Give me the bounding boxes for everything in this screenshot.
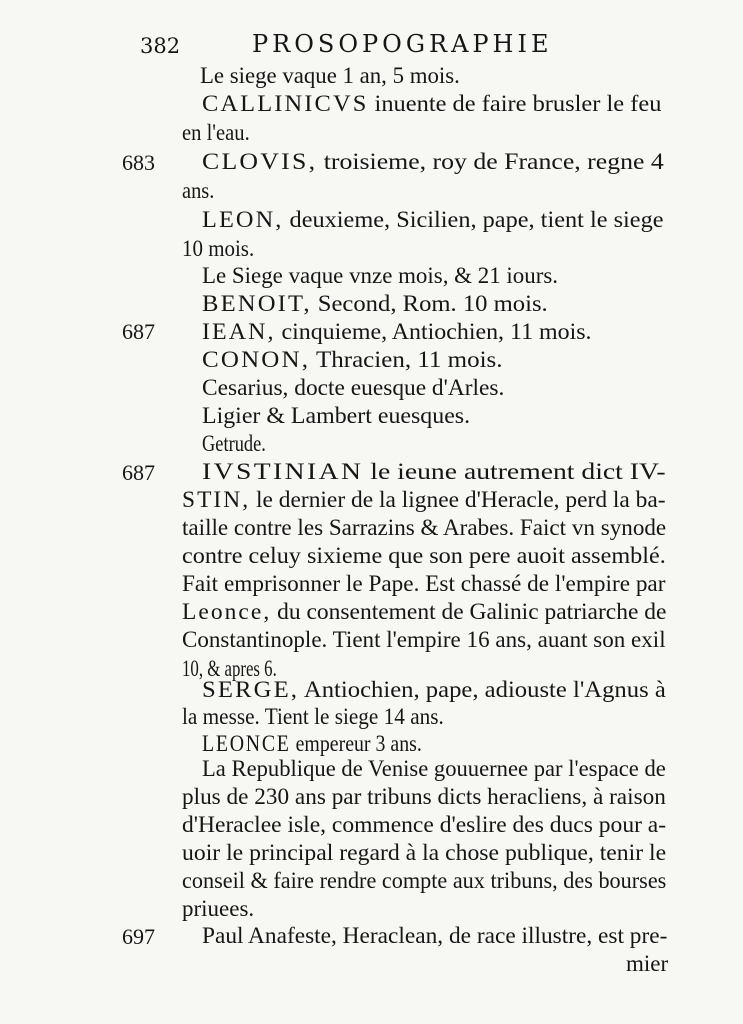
entry-text: troisieme, roy de France, regne 4 [317, 149, 664, 174]
text-line [202, 458, 666, 486]
text-line [182, 542, 666, 570]
entry-text: d'Heraclee isle, commence d'eslire des ducs pour a- [182, 812, 667, 837]
entry-name: Leonce, [182, 599, 272, 624]
entry-name: CLOVIS, [202, 149, 318, 174]
entry-text: Ligier & Lambert euesques. [202, 403, 471, 428]
entry-text: 10 mois. [182, 236, 255, 261]
margin-year: 687 [122, 319, 155, 344]
text-line [182, 783, 666, 811]
entry-text: du consentement de Galinic patriarche de [271, 599, 667, 624]
text-line [182, 895, 254, 923]
entry-text: Le Siege vaque vnze mois, & 21 iours. [202, 263, 558, 288]
margin-year: 683 [122, 150, 155, 175]
entry-text: mier [626, 951, 669, 976]
text-line [182, 839, 666, 867]
entry-text: deuxieme, Sicilien, pape, tient le siege [283, 207, 664, 232]
entry-text: plus de 230 ans par tribuns dicts heracliens, à raison [182, 784, 666, 809]
text-line [202, 755, 666, 783]
text-line [182, 811, 666, 839]
running-title: PROSOPOGRAPHIE [252, 30, 553, 58]
entry-text: Cesarius, docte euesque d'Arles. [202, 375, 505, 400]
text-line [182, 177, 214, 205]
entry-name: BENOIT, [202, 291, 312, 316]
page-number: 382 [140, 34, 181, 58]
entry-text: 10, & apres 6. [182, 656, 277, 681]
entry-text: empereur 3 ans. [290, 731, 422, 756]
text-line [200, 62, 460, 90]
entry-text: La Republique de Venise gouuernee par l'espace de [202, 756, 666, 781]
entry-text: contre celuy sixieme que son pere auoit assemblé. [182, 543, 666, 568]
text-line [202, 374, 504, 402]
text-line [182, 235, 254, 263]
page-header [140, 30, 700, 64]
entry-name: LEONCE [202, 731, 291, 756]
entry-text: Thracien, 11 mois. [310, 347, 503, 372]
text-line [202, 922, 667, 950]
entry-text: Antiochien, pape, adiouste l'Agnus à [299, 677, 666, 702]
text-line [182, 867, 666, 895]
text-line [182, 486, 666, 514]
text-line [182, 626, 666, 654]
margin-year: 687 [122, 460, 155, 485]
entry-name: SERGE, [202, 677, 300, 702]
entry-text: conseil & faire rendre compte aux tribuns, des bourses [182, 868, 667, 893]
entry-text: uoir le principal regard à la chose publique, tenir le [182, 840, 667, 865]
text-line [202, 206, 664, 234]
entry-text: Getrude. [202, 431, 266, 456]
text-line [202, 318, 592, 346]
text-line [202, 262, 558, 290]
entry-name: IVSTINIAN [202, 459, 364, 484]
entry-text: le ieune autrement dict IV- [363, 459, 666, 484]
entry-text: en l'eau. [182, 120, 250, 145]
entry-name: STIN, [182, 487, 251, 512]
entry-text: cinquieme, Antiochien, 11 mois. [275, 319, 592, 344]
entry-text: taille contre les Sarrazins & Arabes. Faict vn synode [182, 515, 667, 540]
entry-text: Paul Anafeste, Heraclean, de race illustre, est pre- [202, 923, 668, 948]
entry-name: CALLINICVS [202, 91, 369, 116]
entry-text: la messe. Tient le siege 14 ans. [182, 704, 444, 729]
text-line [182, 598, 666, 626]
entry-name: IEAN, [202, 319, 276, 344]
entry-text: Fait emprisonner le Pape. Est chassé de l'empire par [182, 571, 666, 596]
text-line [182, 703, 444, 731]
text-line [202, 402, 470, 430]
text-line [182, 119, 250, 147]
entry-text: Le siege vaque 1 an, 5 mois. [200, 63, 460, 88]
entry-name: CONON, [202, 347, 311, 372]
entry-text: priuees. [182, 896, 255, 921]
text-line [182, 570, 665, 598]
entry-text: ans. [182, 178, 215, 203]
text-line [202, 90, 661, 118]
text-line [626, 950, 668, 978]
entry-text: inuente de faire brusler le feu [368, 91, 662, 116]
text-line [202, 730, 422, 758]
text-line [202, 676, 666, 704]
text-line [202, 148, 664, 176]
entry-text: le dernier de la lignee d'Heracle, perd la ba- [250, 487, 666, 512]
entry-text: Second, Rom. 10 mois. [311, 291, 548, 316]
text-line [202, 346, 503, 374]
text-line [202, 290, 548, 318]
text-line [202, 430, 266, 458]
text-line [182, 514, 666, 542]
entry-text: Constantinople. Tient l'empire 16 ans, auant son exil [182, 627, 666, 652]
entry-name: LEON, [202, 207, 284, 232]
margin-year: 697 [122, 924, 155, 949]
